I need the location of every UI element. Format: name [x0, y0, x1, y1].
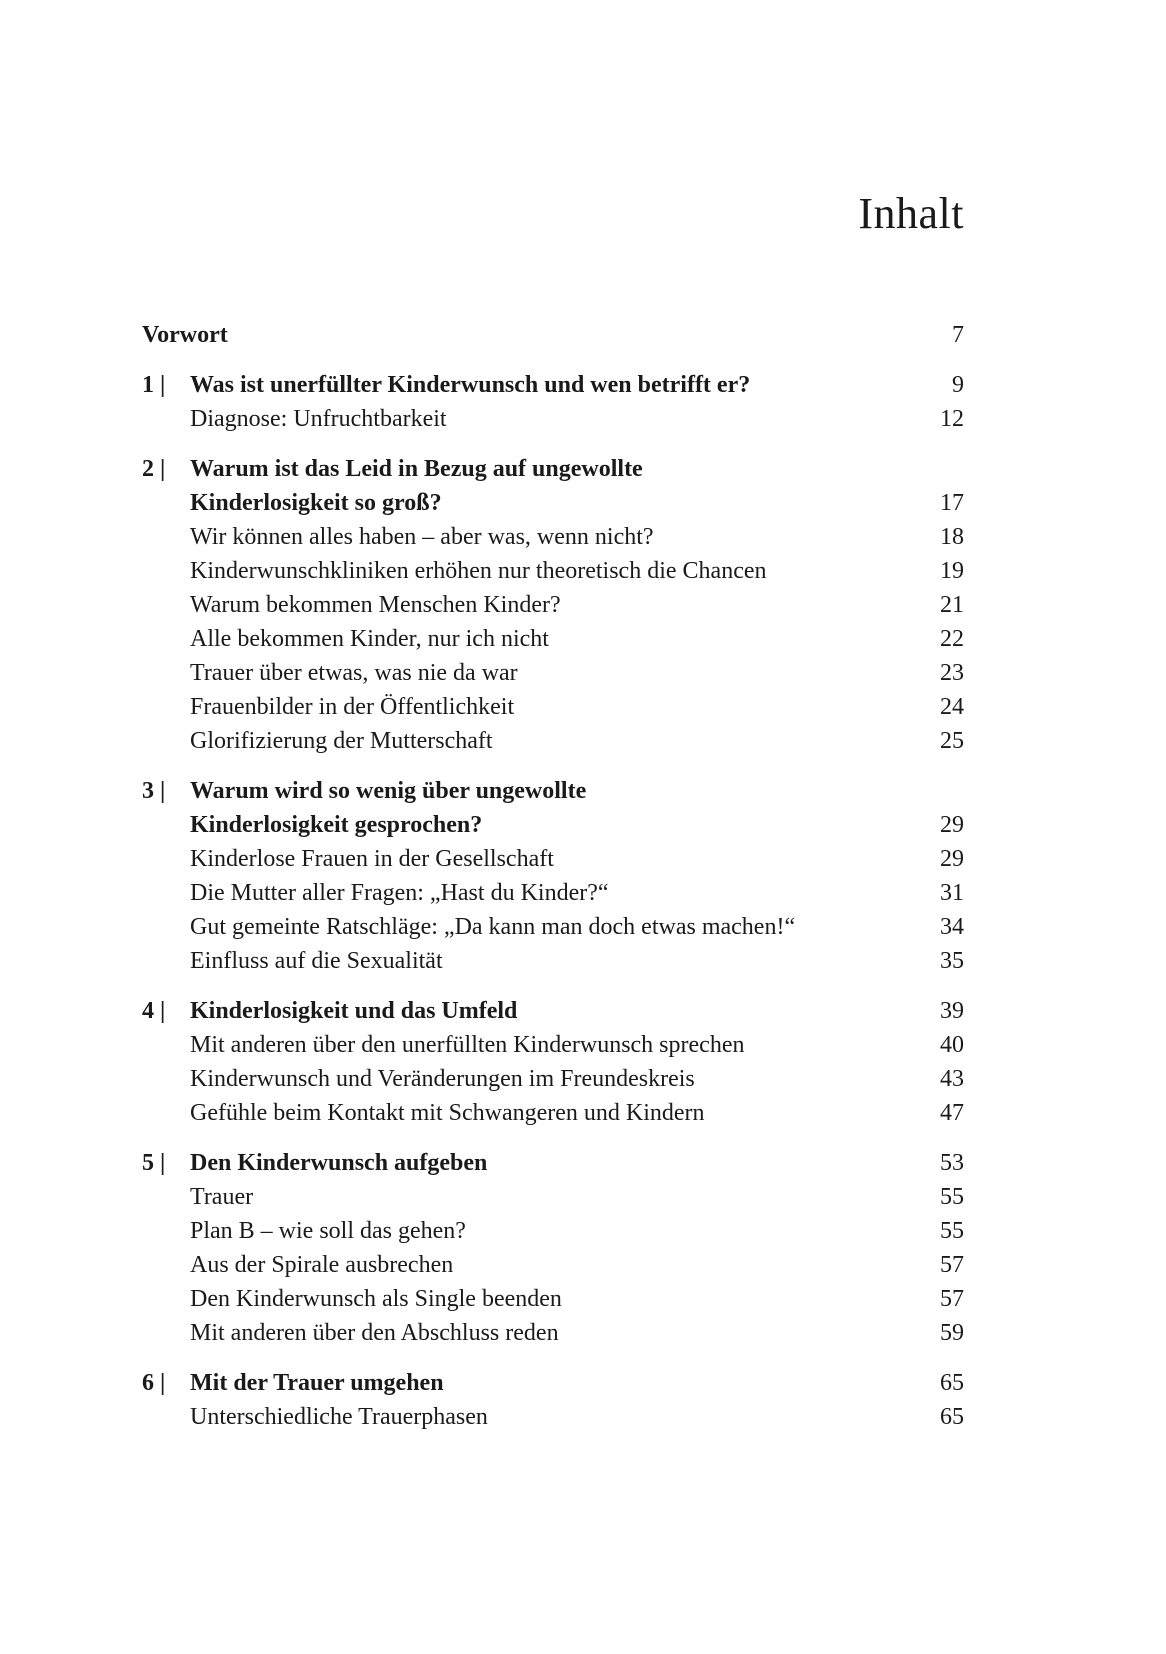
page-number: 55 [940, 1184, 964, 1210]
toc-entry [142, 1214, 964, 1248]
toc-section [142, 318, 964, 352]
toc-entry [142, 774, 964, 808]
toc-entry [142, 1028, 964, 1062]
toc-entry [142, 1366, 964, 1400]
chapter-title: Was ist unerfüllter Kinderwunsch und wen betrifft er? [190, 372, 751, 398]
page-number: 53 [940, 1150, 964, 1176]
toc-entry [142, 402, 964, 436]
toc-section [142, 1146, 964, 1350]
chapter-title: Kinderlosigkeit gesprochen? [190, 812, 483, 838]
toc-entry [142, 808, 964, 842]
toc-entry [142, 368, 964, 402]
subsection-title: Warum bekommen Menschen Kinder? [190, 592, 561, 618]
page-number: 59 [940, 1320, 964, 1346]
subsection-title: Alle bekommen Kinder, nur ich nicht [190, 626, 549, 652]
page-number: 22 [940, 626, 964, 652]
subsection-title: Die Mutter aller Fragen: „Hast du Kinder?“ [190, 880, 609, 906]
toc-entry [142, 1096, 964, 1130]
subsection-title: Einfluss auf die Sexualität [190, 948, 443, 974]
chapter-title: Warum ist das Leid in Bezug auf ungewollte [190, 456, 643, 482]
toc-entry [142, 1316, 964, 1350]
page-number: 29 [940, 812, 964, 838]
subsection-title: Plan B – wie soll das gehen? [190, 1218, 466, 1244]
chapter-title: Mit der Trauer umgehen [190, 1370, 444, 1396]
subsection-title: Gut gemeinte Ratschläge: „Da kann man doch etwas machen!“ [190, 914, 796, 940]
chapter-title: Kinderlosigkeit so groß? [190, 490, 442, 516]
page-number: 57 [940, 1252, 964, 1278]
toc-entry [142, 994, 964, 1028]
subsection-title: Unterschiedliche Trauerphasen [190, 1404, 488, 1430]
chapter-number: 4 | [142, 998, 166, 1024]
toc-section [142, 994, 964, 1130]
page-number: 21 [940, 592, 964, 618]
toc-entry [142, 318, 964, 352]
page-number: 12 [940, 406, 964, 432]
toc-entry [142, 452, 964, 486]
page-number: 7 [952, 322, 964, 348]
subsection-title: Mit anderen über den unerfüllten Kinderwunsch sprechen [190, 1032, 745, 1058]
page-number: 43 [940, 1066, 964, 1092]
page-number: 19 [940, 558, 964, 584]
subsection-title: Mit anderen über den Abschluss reden [190, 1320, 559, 1346]
page-number: 57 [940, 1286, 964, 1312]
toc-entry [142, 1146, 964, 1180]
toc-section [142, 774, 964, 978]
subsection-title: Frauenbilder in der Öffentlichkeit [190, 694, 515, 720]
toc-entry [142, 588, 964, 622]
page-number: 24 [940, 694, 964, 720]
page-number: 9 [952, 372, 964, 398]
page-number: 29 [940, 846, 964, 872]
page-number: 31 [940, 880, 964, 906]
subsection-title: Gefühle beim Kontakt mit Schwangeren und Kindern [190, 1100, 705, 1126]
page-number: 25 [940, 728, 964, 754]
toc-section [142, 368, 964, 436]
subsection-title: Aus der Spirale ausbrechen [190, 1252, 454, 1278]
toc-section [142, 452, 964, 758]
toc-entry [142, 944, 964, 978]
subsection-title: Kinderwunsch und Veränderungen im Freundeskreis [190, 1066, 695, 1092]
toc-entry [142, 520, 964, 554]
chapter-title: Kinderlosigkeit und das Umfeld [190, 998, 518, 1024]
subsection-title: Diagnose: Unfruchtbarkeit [190, 406, 447, 432]
toc-entry [142, 876, 964, 910]
toc-entry [142, 1400, 964, 1434]
page-number: 40 [940, 1032, 964, 1058]
toc-entry [142, 486, 964, 520]
toc-section [142, 1366, 964, 1434]
chapter-number: 2 | [142, 456, 166, 482]
toc-entry [142, 1180, 964, 1214]
chapter-number: 6 | [142, 1370, 166, 1396]
toc-entry [142, 1282, 964, 1316]
page-number: 55 [940, 1218, 964, 1244]
toc-entry [142, 656, 964, 690]
toc-entry [142, 724, 964, 758]
page-number: 23 [940, 660, 964, 686]
toc-entry [142, 622, 964, 656]
page-title: Inhalt [858, 189, 964, 238]
chapter-number: 3 | [142, 778, 166, 804]
page-number: 65 [940, 1370, 964, 1396]
chapter-number: 5 | [142, 1150, 166, 1176]
subsection-title: Wir können alles haben – aber was, wenn nicht? [190, 524, 654, 550]
chapter-number: 1 | [142, 372, 166, 398]
subsection-title: Kinderwunschkliniken erhöhen nur theoretisch die Chancen [190, 558, 767, 584]
toc-entry [142, 1248, 964, 1282]
subsection-title: Kinderlose Frauen in der Gesellschaft [190, 846, 554, 872]
page-number: 39 [940, 998, 964, 1024]
toc-entry [142, 690, 964, 724]
page-number: 47 [940, 1100, 964, 1126]
subsection-title: Glorifizierung der Mutterschaft [190, 728, 493, 754]
subsection-title: Trauer [190, 1184, 254, 1210]
page-number: 34 [940, 914, 964, 940]
toc-entry [142, 910, 964, 944]
subsection-title: Trauer über etwas, was nie da war [190, 660, 518, 686]
page-number: 17 [940, 490, 964, 516]
subsection-title: Den Kinderwunsch als Single beenden [190, 1286, 562, 1312]
toc-entry [142, 1062, 964, 1096]
page-number: 18 [940, 524, 964, 550]
page-number: 65 [940, 1404, 964, 1430]
toc-entry [142, 842, 964, 876]
chapter-title: Den Kinderwunsch aufgeben [190, 1150, 488, 1176]
page-number: 35 [940, 948, 964, 974]
table-of-contents [142, 318, 964, 1450]
toc-entry [142, 554, 964, 588]
chapter-title: Vorwort [142, 322, 228, 348]
chapter-title: Warum wird so wenig über ungewollte [190, 778, 587, 804]
